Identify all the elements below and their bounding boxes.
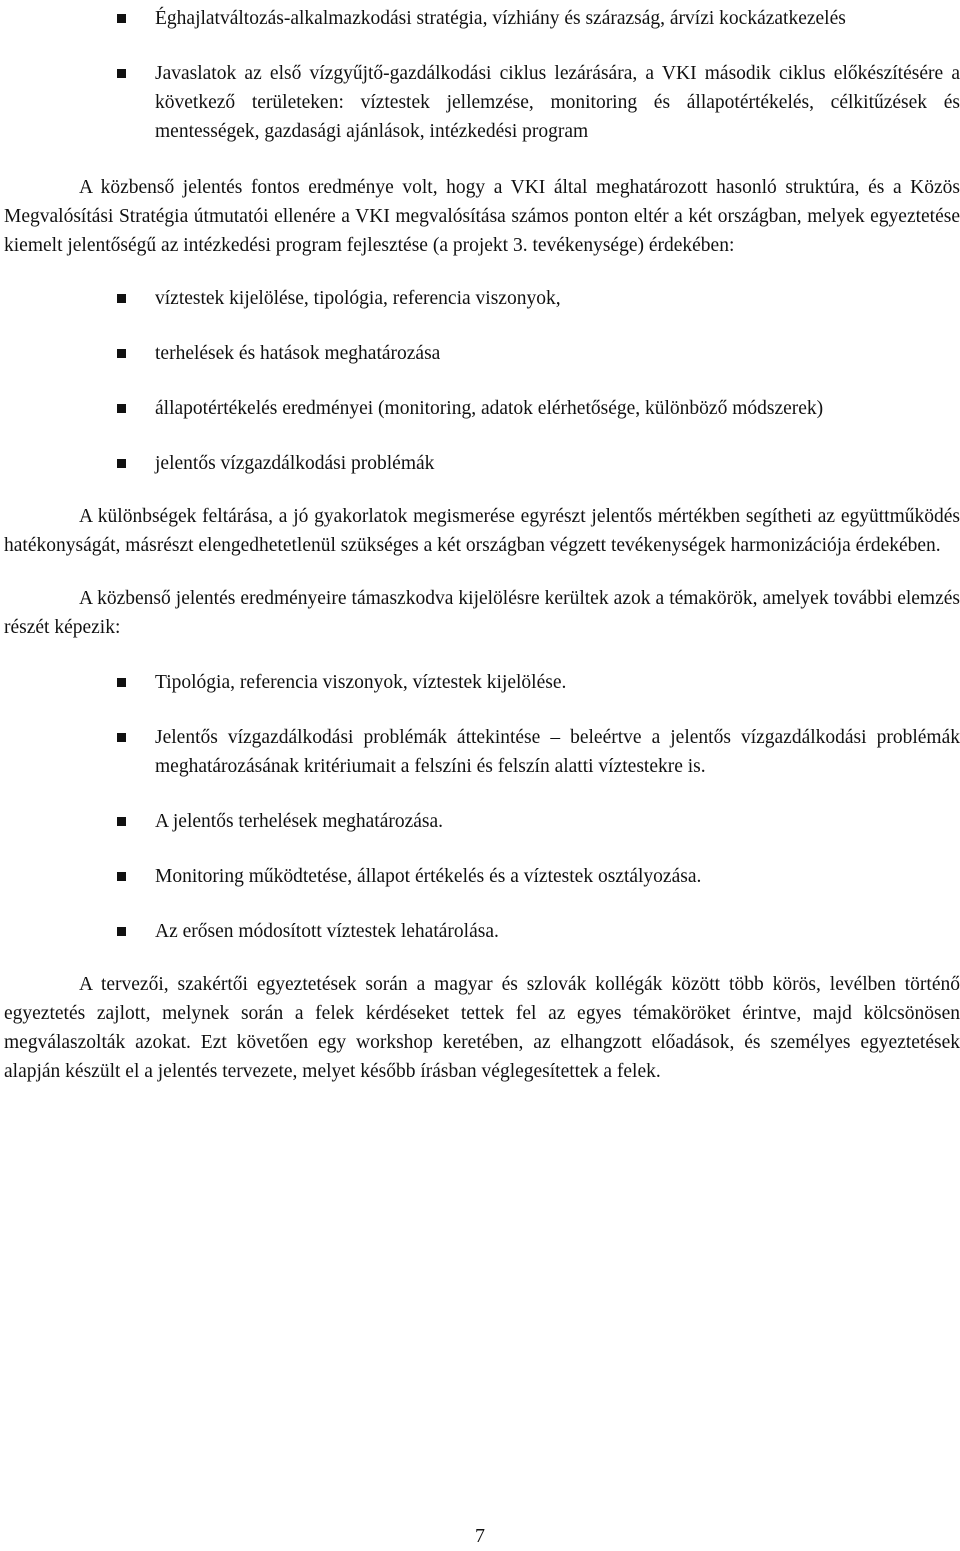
list-item-text: Tipológia, referencia viszonyok, víztestek kijelölése. xyxy=(155,672,567,693)
bullet-list-mid xyxy=(4,284,960,478)
square-bullet-icon xyxy=(117,927,126,936)
list-item xyxy=(4,394,960,423)
list-item-text: A jelentős terhelések meghatározása. xyxy=(155,811,444,832)
paragraph-3: A közbenső jelentés eredményeire támaszkodva kijelölésre kerültek azok a témakörök, amelyek további elemzés részét képezik: xyxy=(4,588,960,638)
square-bullet-icon xyxy=(117,294,126,303)
list-item-text: Jelentős vízgazdálkodási problémák áttekintése – beleértve a jelentős vízgazdálkodási problémák meghatározásának kritériumait a felszíni és felszín alatti víztestekre is. xyxy=(155,727,960,777)
list-item xyxy=(4,668,960,697)
paragraph-1: A közbenső jelentés fontos eredménye volt, hogy a VKI által meghatározott hasonló struktúra, és a Közös Megvalósítási Stratégia útmutatói ellenére a VKI megvalósítása számos ponton eltér a két országban, melyek egyeztetése kiemelt jelentőségű az intézkedési program fejlesztése (a projekt 3. tevékenysége) érdekében: xyxy=(4,177,960,256)
list-item xyxy=(4,807,960,836)
page-number: 7 xyxy=(475,1525,485,1547)
list-item xyxy=(4,723,960,781)
list-item-text: Éghajlatváltozás-alkalmazkodási stratégia, vízhiány és szárazság, árvízi kockázatkezelés xyxy=(155,8,846,29)
page-content xyxy=(4,4,960,1086)
paragraph-2: A különbségek feltárása, a jó gyakorlatok megismerése egyrészt jelentős mértékben segítheti az együttműködés hatékonyságát, másrészt elengedhetetlenül szükséges a két országban végzett tevékenységek harmonizációja érdekében. xyxy=(4,506,960,556)
list-item-text: Javaslatok az első vízgyűjtő-gazdálkodási ciklus lezárására, a VKI második ciklus előkészítésére a következő területeken: víztestek jellemzése, monitoring és állapotértékelés, célkitűzések és mentességek, gazdasági ajánlások, intézkedési program xyxy=(155,63,960,142)
square-bullet-icon xyxy=(117,69,126,78)
list-item-text: Az erősen módosított víztestek lehatárolása. xyxy=(155,921,499,942)
square-bullet-icon xyxy=(117,733,126,742)
list-item xyxy=(4,917,960,946)
list-item-text: víztestek kijelölése, tipológia, referencia viszonyok, xyxy=(155,288,561,309)
list-item xyxy=(4,4,960,33)
list-item-text: Monitoring működtetése, állapot értékelés és a víztestek osztályozása. xyxy=(155,866,702,887)
square-bullet-icon xyxy=(117,349,126,358)
bullet-list-top xyxy=(4,4,960,146)
list-item-text: terhelések és hatások meghatározása xyxy=(155,343,441,364)
square-bullet-icon xyxy=(117,872,126,881)
list-item xyxy=(4,449,960,478)
list-item xyxy=(4,862,960,891)
list-item-text: állapotértékelés eredményei (monitoring, adatok elérhetősége, különböző módszerek) xyxy=(155,398,824,419)
list-item xyxy=(4,284,960,313)
square-bullet-icon xyxy=(117,817,126,826)
square-bullet-icon xyxy=(117,404,126,413)
paragraph-4: A tervezői, szakértői egyeztetések során a magyar és szlovák kollégák között több körös, levélben történő egyeztetés zajlott, melynek során a felek kérdéseket tettek fel az egyes témaköröket érintve, majd kölcsönösen megválaszolták azokat. Ezt követően egy workshop keretében, az elhangzott előadások, és személyes egyeztetések alapján készült el a jelentés tervezete, melyet később írásban véglegesítettek a felek. xyxy=(4,974,960,1082)
bullet-list-bottom xyxy=(4,668,960,946)
square-bullet-icon xyxy=(117,459,126,468)
list-item-text: jelentős vízgazdálkodási problémák xyxy=(155,453,435,474)
list-item xyxy=(4,59,960,146)
square-bullet-icon xyxy=(117,14,126,23)
list-item xyxy=(4,339,960,368)
square-bullet-icon xyxy=(117,678,126,687)
